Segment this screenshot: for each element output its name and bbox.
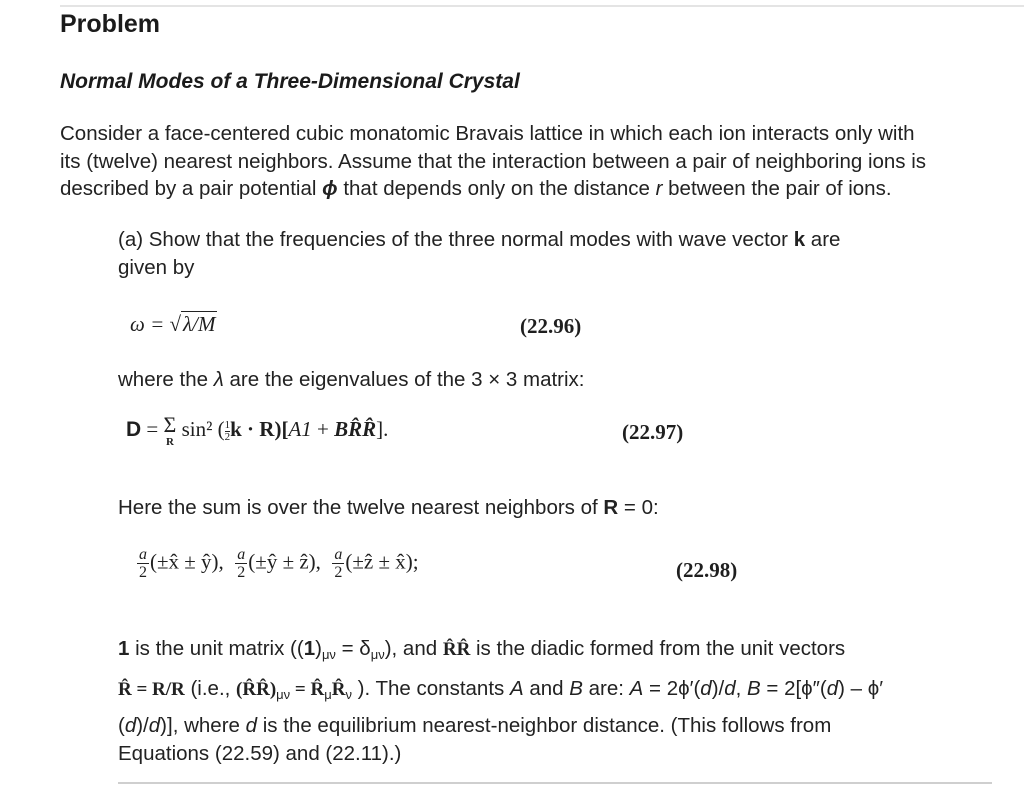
final-line-3 (118, 712, 883, 740)
unit-vector-R: R̂ = R/R (118, 679, 185, 700)
top-divider (60, 5, 1024, 7)
equation-number-22-97: (22.97) (622, 420, 684, 444)
final-text: = 2[ϕ″( (760, 677, 827, 700)
r-symbol: r (655, 177, 663, 200)
intro-line-2: its (twelve) nearest neighbors. Assume that the interaction between a pair of neighboring ions is (60, 149, 927, 173)
sqrt-icon: √ (169, 312, 182, 336)
closing-bracket: ]. (376, 416, 389, 441)
final-text: )], where (160, 714, 246, 737)
subscript: μν (321, 647, 336, 662)
distance-d: d (700, 677, 712, 700)
k-vector: k (793, 228, 806, 251)
a-over-2-fraction (235, 546, 247, 581)
page-heading: Problem (60, 10, 161, 38)
matrix-D: D (126, 417, 142, 441)
distance-d: d (245, 714, 258, 737)
intro-text: described by a pair potential (60, 177, 323, 200)
distance-d: d (124, 714, 137, 737)
final-text: )/ (711, 677, 725, 700)
k-dot-R: k · R)[ (230, 416, 289, 441)
equation-22-96 (130, 312, 217, 337)
where-text: are the eigenvalues of the 3 × 3 matrix: (223, 368, 585, 391)
equation-number-22-98: (22.98) (676, 558, 738, 582)
A1-term: A1 (288, 416, 312, 441)
final-text: , (735, 677, 748, 700)
equals-sign: = (141, 416, 164, 441)
sin-term: sin² ( (181, 416, 225, 441)
fraction-denominator: 2 (224, 430, 231, 443)
unit-matrix-symbol: 1 (303, 637, 316, 660)
component-R-nu: R̂ (331, 679, 346, 700)
constant-B: B (569, 677, 583, 700)
final-paragraph (118, 632, 883, 767)
distance-d: d (826, 677, 839, 700)
distance-d: d (148, 714, 161, 737)
neighbor-term-3: (±ẑ ± x̂); (345, 549, 419, 574)
fraction-numerator: 1 (224, 418, 231, 431)
final-text: = δ (335, 637, 371, 660)
fraction-denominator: 2 (139, 564, 147, 581)
here-text: = 0: (618, 496, 659, 519)
dyadic-RR: R̂R̂ (442, 639, 471, 660)
plus-sign: + (311, 416, 335, 441)
part-a-paragraph (118, 226, 840, 281)
dyadic-component: (R̂R̂) (236, 679, 277, 700)
a-over-2-fraction (137, 546, 149, 581)
lambda-symbol: λ (213, 368, 224, 391)
constant-A: A (629, 677, 644, 700)
final-text: and (523, 677, 570, 700)
sqrt-radicand: λ/M (183, 312, 216, 336)
phi-symbol: ϕ (322, 177, 338, 200)
sigma-icon: Σ (163, 412, 177, 437)
final-text: ), and (384, 637, 443, 660)
final-text: ) – ϕ′ (838, 677, 884, 700)
fraction-numerator: a (139, 546, 147, 563)
final-line-4: Equations (22.59) and (22.11).) (118, 741, 402, 765)
final-line-1 (118, 632, 883, 672)
constant-A: A (509, 677, 524, 700)
final-text: is the unit matrix (( (129, 637, 304, 660)
final-text: = 2ϕ′( (643, 677, 701, 700)
R-vector: R (603, 496, 619, 519)
omega-lhs: ω = (130, 312, 170, 336)
intro-line-1: Consider a face-centered cubic monatomic Bravais lattice in which each ion interacts only with (60, 122, 915, 145)
problem-title: Normal Modes of a Three-Dimensional Crystal (60, 70, 520, 93)
neighbor-term-2: (±ŷ ± ẑ), (248, 549, 321, 574)
final-text: ). The constants (351, 677, 510, 700)
final-line-2 (118, 672, 883, 712)
distance-d: d (724, 677, 736, 700)
equation-22-98 (136, 546, 419, 581)
subscript: μ (324, 687, 332, 702)
subscript: μν (370, 647, 385, 662)
where-paragraph (118, 366, 585, 394)
unit-matrix-symbol: 1 (118, 637, 130, 660)
part-a-text: (a) Show that the frequencies of the three normal modes with wave vector (118, 228, 794, 251)
part-a-text: are (805, 228, 841, 251)
final-text: is the diadic formed from the unit vectors (470, 637, 846, 660)
here-paragraph (118, 494, 659, 522)
intro-line-3 (60, 175, 1024, 203)
final-text: (i.e., (184, 677, 237, 700)
intro-paragraph (60, 120, 1024, 203)
subscript: ν (345, 687, 352, 702)
constant-B: B (747, 677, 761, 700)
final-text: ( (118, 714, 125, 737)
equation-number-22-96: (22.96) (520, 314, 582, 338)
fraction-numerator: a (334, 546, 343, 563)
equation-22-97 (126, 414, 388, 448)
fraction-denominator: 2 (237, 564, 246, 581)
where-text: where the (118, 368, 214, 391)
BRR-term: BR̂R̂ (334, 416, 377, 441)
here-text: Here the sum is over the twelve nearest neighbors of (118, 496, 604, 519)
a-over-2-fraction (332, 546, 344, 581)
final-text: ) (315, 637, 322, 660)
bottom-divider (118, 782, 992, 784)
fraction-numerator: a (237, 546, 246, 563)
sum-symbol (164, 414, 177, 448)
intro-text: between the pair of ions. (662, 177, 892, 200)
final-text: is the equilibrium nearest-neighbor distance. (This follows from (257, 714, 832, 737)
neighbor-term-1: (±x̂ ± ŷ), (150, 549, 224, 574)
final-text: )/ (136, 714, 149, 737)
part-a-line-1 (118, 226, 840, 254)
final-text: are: (582, 677, 630, 700)
subscript: μν (276, 687, 291, 702)
part-a-line-2: given by (118, 255, 195, 279)
fraction-denominator: 2 (334, 564, 343, 581)
sum-index: R (165, 436, 174, 448)
component-R-mu: = R̂ (290, 679, 325, 700)
intro-text: that depends only on the distance (337, 177, 656, 200)
